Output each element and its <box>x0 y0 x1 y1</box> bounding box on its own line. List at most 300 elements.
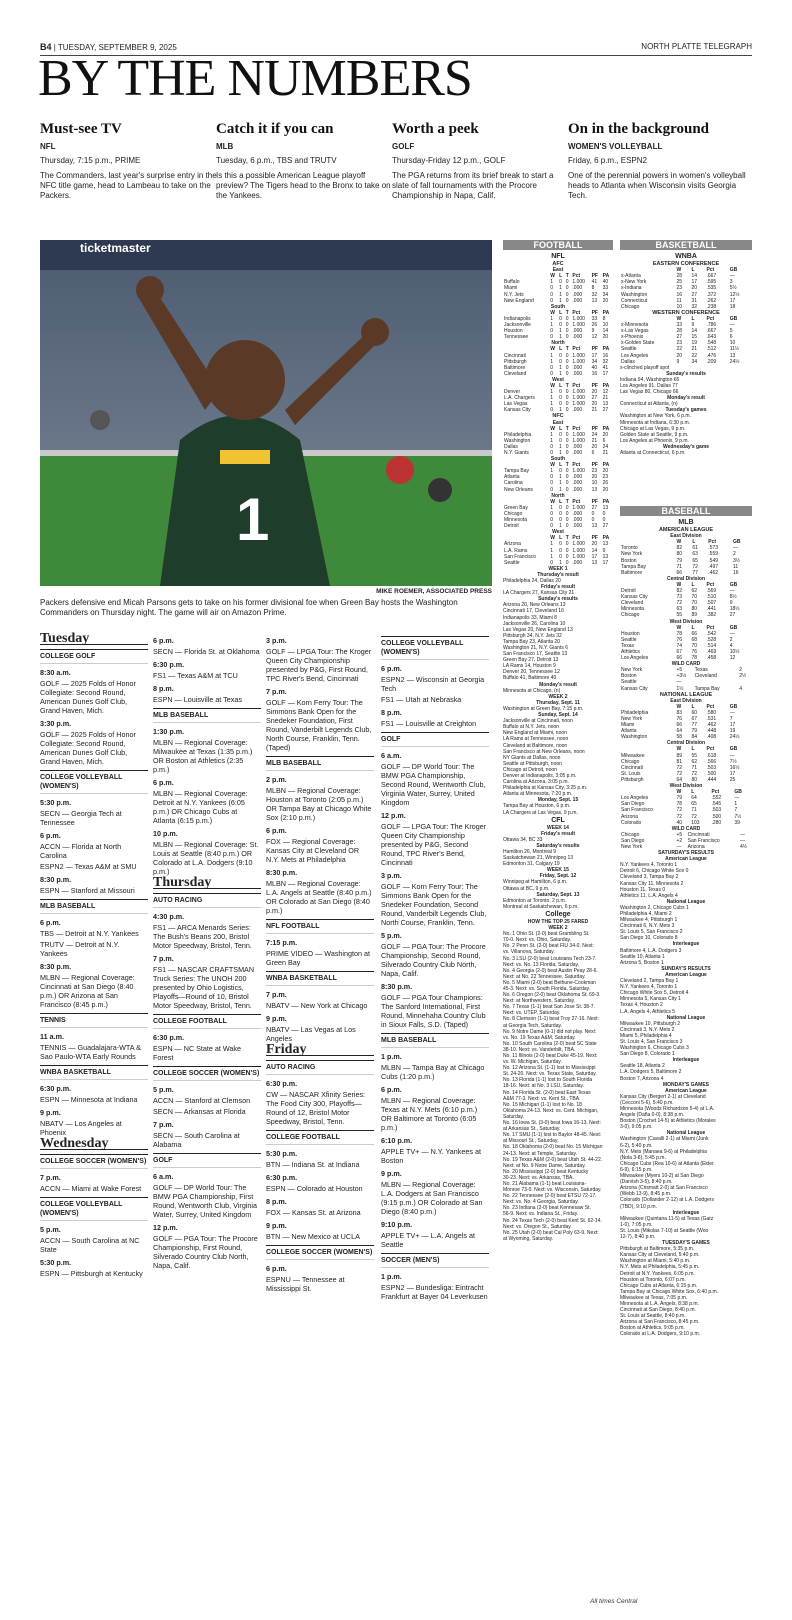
result-line: Edmonton 31, Calgary 19 <box>503 861 560 868</box>
time-slot: 10 p.m. <box>153 829 178 838</box>
category-heading: COLLEGE SOCCER (WOMEN'S) <box>266 1245 374 1260</box>
table-cell: +3½ <box>676 673 687 680</box>
listing: GOLF — Korn Ferry Tour: The Simmons Bank Open for the Snedeker Foundation, Second Round, Vanderbilt Legends Club, North Course, Franklin, Tenn. <box>381 882 487 927</box>
category-heading: MLB BASEBALL <box>266 756 374 771</box>
result-line: Arizona (Crismatt 2-0) at San Francisco <box>620 1185 708 1192</box>
result-line: St. 24-20. Next: vs. Texas State, Saturday. <box>503 1071 597 1078</box>
table-cell: 3½ <box>732 557 740 564</box>
table-cell: .000 <box>572 443 583 450</box>
table-cell: 1½ <box>676 685 684 692</box>
table-cell: Arizona <box>687 843 705 850</box>
table-cell: 0 <box>550 291 553 298</box>
table-cell: 68 <box>691 636 697 643</box>
result-line: No. 9 Notre Dame (0-1) did not play. Next: <box>503 1028 597 1035</box>
table-cell: 12 <box>729 655 736 662</box>
result-line: No. 3 LSU (2-0) beat Louisiana Tech 23-7. <box>503 955 597 962</box>
time-slot: 5:30 p.m. <box>40 1258 72 1267</box>
category-heading: COLLEGE VOLLEYBALL (WOMEN'S) <box>40 770 148 794</box>
result-line: No. 1 Ohio St. (2-0) beat Grambling St. <box>503 931 590 938</box>
table-cell: L <box>691 703 695 710</box>
table-cell: 1.000 <box>572 352 585 359</box>
table-cell: 16 <box>591 370 598 377</box>
listing: NBATV — Los Angeles at Phoenix <box>40 1119 122 1137</box>
table-cell: 4 <box>729 642 733 649</box>
listing: ESPN2 — Bundesliga: Eintracht Frankfurt at Bayer 04 Leverkusen <box>381 1283 488 1301</box>
table-cell: 11½ <box>729 346 740 353</box>
table-cell: 1 <box>559 407 562 414</box>
table-cell: 0 <box>565 407 569 414</box>
table-cell: Baltimore <box>504 364 526 371</box>
result-line: Seattle at Pittsburgh, noon <box>503 760 562 767</box>
table-cell: — <box>676 843 682 850</box>
table-cell: 0 <box>550 480 553 487</box>
result-line: Minnesota at L.A. Angels, 8:38 p.m. <box>620 1301 699 1307</box>
table-cell: 7 <box>729 716 733 722</box>
table-cell: GB <box>732 539 741 546</box>
table-cell: 0 <box>559 437 562 444</box>
division-heading: WILD CARD <box>671 661 701 668</box>
table-cell: 17 <box>729 722 736 729</box>
table-cell: 0 <box>565 504 569 511</box>
table-cell: 17 <box>591 553 598 560</box>
table-cell: N.Y. Jets <box>504 291 524 298</box>
jersey-number: 1 <box>236 486 270 553</box>
photo-credit: MIKE ROEMER, ASSOCIATED PRESS <box>376 588 492 595</box>
listing: GOLF — DP World Tour: The BMW PGA Championship, Second Round, Wentworth Club, Virginia Water, Surrey, United Kingdom <box>381 762 486 807</box>
result-line: Washington at Green Bay, 7:15 p.m. <box>503 705 584 712</box>
league-heading: NFL <box>551 253 565 261</box>
result-line: Jacksonville at Cincinnati, noon <box>503 718 573 725</box>
time-slot: 6 p.m. <box>153 778 174 787</box>
listing: MLBN — Regional Coverage: Detroit at N.Y. Yankees (6:05 p.m.) OR Chicago Cubs at Atlanta (6:15 p.m.) <box>153 789 248 825</box>
table-cell: 78 <box>676 801 682 808</box>
table-cell: 1 <box>559 297 562 304</box>
table-cell: 27 <box>591 395 598 402</box>
listing: GOLF — DP World Tour: The BMW PGA Championship, First Round, Wentworth Club, Virginia Water, Surrey, United Kingdom <box>153 1183 258 1219</box>
subheading: Interleague <box>672 941 700 948</box>
result-line: Cleveland 2, Tampa Bay 1 <box>620 978 679 985</box>
table-cell: 20 <box>602 334 609 341</box>
result-line: Chicago Cubs at Atlanta, 6:15 p.m. <box>620 1282 698 1289</box>
listing: GOLF — Korn Ferry Tour: The Simmons Bank Open for the Snedeker Foundation, First Round, Vanderbilt Legends Club, North Course, Franklin, Tenn. (Taped) <box>266 698 372 752</box>
section-banner: BASKETBALL <box>620 240 752 250</box>
table-cell: 17 <box>729 770 736 777</box>
listing: FOX — Kansas St. at Arizona <box>266 1208 361 1217</box>
table-cell: 71 <box>691 764 697 771</box>
standings-table <box>503 346 613 376</box>
table-cell: 17 <box>691 279 697 286</box>
table-cell: 0 <box>550 510 553 517</box>
table-cell: .000 <box>572 486 583 493</box>
table-cell: 1 <box>550 401 553 408</box>
time-slot: 8:30 p.m. <box>381 982 413 991</box>
table-cell: 72 <box>692 563 698 570</box>
table-cell: Pct <box>706 315 715 322</box>
preview-time: Thursday, 7:15 p.m., PRIME <box>40 156 141 165</box>
table-cell: Arizona <box>621 813 638 820</box>
time-slot: 5 p.m. <box>40 1225 61 1234</box>
table-cell: 0 <box>602 517 606 524</box>
listing: ESPN — Stanford at Missouri <box>40 886 135 895</box>
table-cell: L <box>691 581 695 588</box>
table-cell: 1.000 <box>572 437 585 444</box>
time-slot: 6 p.m. <box>266 1264 287 1273</box>
table-cell: 0 <box>565 291 569 298</box>
table-cell: Los Angeles <box>621 795 649 802</box>
table-cell: 79 <box>676 557 682 564</box>
table-cell: Carolina <box>504 480 523 487</box>
table-cell: 0 <box>591 517 595 524</box>
table-cell: Cleveland <box>694 673 717 680</box>
subheading: SUNDAY'S RESULTS <box>661 965 711 972</box>
table-cell: 55 <box>676 612 682 619</box>
table-cell: 61 <box>692 545 698 552</box>
table-cell: Pct <box>706 703 715 710</box>
standings-table <box>620 539 752 576</box>
table-cell: W <box>676 703 682 710</box>
result-line: Colorado (Dollander 2-12) at L.A. Dodgers <box>620 1197 714 1204</box>
table-cell: 1 <box>559 559 562 566</box>
time-slot: 1 p.m. <box>381 1052 402 1061</box>
table-cell: 0 <box>550 486 553 493</box>
table-cell: Seattle <box>621 346 637 353</box>
listing: TRUTV — Detroit at N.Y. Yankees <box>40 940 120 958</box>
table-cell: .000 <box>572 559 583 566</box>
table-cell: 1.000 <box>572 401 585 408</box>
category-heading: COLLEGE VOLLEYBALL (WOMEN'S) <box>40 1197 148 1221</box>
table-cell: PA <box>602 498 610 505</box>
standings-table <box>620 667 752 691</box>
table-cell: 89 <box>676 752 682 759</box>
table-cell: 27 <box>602 407 609 414</box>
table-cell: .531 <box>706 716 717 722</box>
table-cell: 2 <box>729 636 733 643</box>
listing: MLBN — Regional Coverage: St. Louis at Seattle (8:40 p.m.) OR Colorado at L.A. Dodgers (9:10 p.m.) <box>153 840 259 876</box>
time-slot: 9 p.m. <box>266 1221 287 1230</box>
table-cell: Colorado <box>621 819 642 826</box>
table-cell: — <box>729 752 735 759</box>
table-cell: 1 <box>559 334 562 341</box>
result-line: Montreal at Saskatchewan, 6 p.m. <box>503 903 579 910</box>
listing: ACCN — Stanford at Clemson <box>153 1096 251 1105</box>
table-cell: 0 <box>559 352 562 359</box>
table-cell: 82 <box>676 545 682 552</box>
table-cell: 72 <box>691 770 697 777</box>
result-line: Connecticut at Atlanta, (n) <box>620 401 678 408</box>
football-player-image <box>40 240 492 586</box>
table-cell: Houston <box>504 328 523 335</box>
table-cell: 64 <box>676 776 682 783</box>
table-cell: 84 <box>691 734 697 741</box>
subheading: American League <box>665 971 707 978</box>
table-cell: L <box>691 746 695 753</box>
table-cell: — <box>729 630 735 637</box>
table-cell: N.Y. Giants <box>504 450 529 456</box>
table-cell: 63 <box>676 606 682 613</box>
result-line: Jacksonville 26, Carolina 10 <box>503 620 566 627</box>
preview-sport: GOLF <box>392 142 415 151</box>
table-cell: W <box>550 498 555 505</box>
table-cell: .643 <box>706 334 717 341</box>
table-cell: 1 <box>559 450 562 456</box>
table-cell: 1 <box>550 279 553 286</box>
table-cell: 0 <box>565 389 569 396</box>
preview-time: Thursday-Friday 12 p.m., GOLF <box>392 156 506 165</box>
table-cell: Seattle <box>621 679 637 686</box>
table-cell: 1 <box>559 443 562 450</box>
table-cell: 0 <box>559 431 562 438</box>
result-line: Tampa Bay 23, Atlanta 20 <box>503 638 560 645</box>
table-cell: 19 <box>729 728 736 735</box>
table-cell: 0 <box>591 510 595 517</box>
table-cell: 21 <box>591 437 598 444</box>
table-cell: .262 <box>706 297 717 304</box>
result-line: Denver 20, Tennessee 12 <box>503 669 560 676</box>
table-cell: 0 <box>565 364 569 371</box>
table-cell: .507 <box>706 600 717 607</box>
result-line: vs. No. 19 Texas A&M, Saturday. <box>503 1034 576 1041</box>
table-cell: T <box>565 462 569 469</box>
table-cell: Pct <box>706 267 715 274</box>
result-line: Tampa Bay at Houston, 6 p.m. <box>503 803 571 810</box>
table-cell: +5 <box>676 831 683 838</box>
time-slot: 7 p.m. <box>266 990 287 999</box>
table-cell: Tampa Bay <box>621 563 647 570</box>
listing: GOLF — PGA Tour: The Procore Championship, First Round, Silverado Country Club North, Napa, Calif. <box>153 1234 258 1270</box>
table-cell: .552 <box>711 795 722 802</box>
table-cell: 9 <box>676 358 680 365</box>
table-cell: .382 <box>706 612 717 619</box>
result-line: Milwaukee (Quintana 11-5) at Texas (Gatz <box>620 1215 714 1222</box>
table-cell: x-Las Vegas <box>621 328 649 335</box>
table-cell: 62 <box>691 588 697 595</box>
table-cell: 1 <box>559 328 562 335</box>
table-cell: 11 <box>732 563 739 570</box>
table-cell: .462 <box>708 569 719 576</box>
table-cell: 9 <box>602 547 606 554</box>
table-cell: .000 <box>572 517 583 524</box>
table-cell: 34 <box>591 358 598 365</box>
preview-title: Must-see TV <box>40 121 122 137</box>
table-cell: 23 <box>602 474 609 481</box>
result-line: Indiana 94, Washington 65 <box>620 376 680 383</box>
table-cell: New York <box>621 843 643 850</box>
table-cell: 1 <box>550 541 553 548</box>
table-cell: 63 <box>692 551 698 558</box>
result-line: Indianapolis 33, Miami 8 <box>503 614 557 621</box>
conference-heading: NFC <box>552 413 564 420</box>
table-cell: .448 <box>706 728 717 735</box>
table-cell: 0 <box>565 510 569 517</box>
table-cell: 24½ <box>729 734 740 741</box>
time-slot: 8 p.m. <box>381 708 402 717</box>
result-line: 24-13. Next: at Temple, Saturday. <box>503 1150 578 1157</box>
table-cell: 14 <box>691 273 697 280</box>
listing: FS1 — ARCA Menards Series: The Bush's Beans 200, Bristol Motor Speedway, Bristol, Tenn. <box>153 923 252 950</box>
time-slot: 1:30 p.m. <box>153 727 185 736</box>
table-cell: 0 <box>565 523 569 530</box>
table-cell: 0 <box>602 510 606 517</box>
result-line: No. 6 Oregon (2-0) beat Oklahoma St. 69-3. <box>503 992 601 999</box>
time-slot: 7:15 p.m. <box>266 938 298 947</box>
time-slot: 7 p.m. <box>153 954 174 963</box>
listing: MLBN — Tampa Bay at Chicago Cubs (1:20 p.m.) <box>381 1063 485 1081</box>
table-cell: Boston <box>621 673 637 680</box>
table-cell: L <box>691 624 695 631</box>
table-cell: 0 <box>565 450 569 456</box>
table-cell: 32 <box>591 291 598 298</box>
table-cell: 1 <box>559 523 562 530</box>
table-cell: 23 <box>591 468 598 475</box>
table-cell: Cincinnati <box>621 764 643 771</box>
result-line: Pittsburgh 34, N.Y. Jets 32 <box>503 632 562 639</box>
table-cell: .786 <box>706 322 717 329</box>
table-cell: x-Indiana <box>621 285 642 292</box>
category-heading: TENNIS <box>40 1013 148 1028</box>
table-cell: Kansas City <box>621 685 648 692</box>
listing: ESPN — Louisville at Texas <box>153 695 242 704</box>
result-line: N.Y. Mets at Philadelphia, 5:45 p.m. <box>620 1264 700 1271</box>
table-cell: 64 <box>691 795 697 802</box>
listing: NBATV — Las Vegas at Los Angeles <box>266 1025 356 1043</box>
result-line: 6-2), 5:40 p.m. <box>620 1142 653 1149</box>
table-cell: 77 <box>691 722 697 729</box>
result-line: No. 7 Texas (1-1) beat San Jose St. 38-7. <box>503 1004 595 1011</box>
subheading: Interleague <box>672 1209 700 1216</box>
league-heading: MLB <box>678 519 694 527</box>
listing: ESPN2 — Wisconsin at Georgia Tech <box>381 675 485 693</box>
time-slot: 5 p.m. <box>381 931 402 940</box>
table-cell: L <box>691 267 695 274</box>
table-cell: 0 <box>559 322 562 329</box>
table-cell: 58 <box>676 734 682 741</box>
time-slot: 7 p.m. <box>153 1120 174 1129</box>
table-cell: 80 <box>691 606 697 613</box>
table-cell: 18½ <box>729 606 740 613</box>
table-cell: — <box>739 837 745 844</box>
table-cell: W <box>550 425 555 432</box>
result-line: No. 10 South Carolina (2-0) beat SC State <box>503 1040 597 1047</box>
table-cell: 31 <box>691 297 697 304</box>
category-heading: WNBA BASKETBALL <box>266 971 374 986</box>
table-cell: 27 <box>676 334 682 341</box>
listing: ACCN — Florida at North Carolina <box>40 842 122 860</box>
table-cell: 60 <box>691 709 697 716</box>
subheading: Interleague <box>672 1057 700 1064</box>
table-cell: Pct <box>572 382 581 389</box>
result-line: Milwaukee 4, Pittsburgh 1 <box>620 917 678 924</box>
table-cell: PF <box>591 273 598 280</box>
page-date: TUESDAY, SEPTEMBER 9, 2025 <box>57 43 177 52</box>
listing: BTN — New Mexico at UCLA <box>266 1232 360 1241</box>
result-line: LA Chargers at Las Vegas, 9 p.m. <box>503 809 578 816</box>
result-line: (Nola 3-8), 5:45 p.m. <box>620 1154 666 1161</box>
table-cell: 8 <box>602 315 606 322</box>
table-cell: 10½ <box>729 648 740 655</box>
day-heading: Friday <box>266 1045 374 1056</box>
table-cell: 0 <box>565 559 569 566</box>
listing: BTN — Indiana St. at Indiana <box>266 1160 360 1169</box>
result-line: No. 20 Mississippi (2-0) beat Kentucky <box>503 1168 589 1175</box>
table-cell: Pct <box>711 789 720 796</box>
table-cell: 70 <box>691 600 697 607</box>
table-cell: .618 <box>706 752 717 759</box>
table-cell: x-Golden State <box>621 340 655 347</box>
category-heading: COLLEGE FOOTBALL <box>266 1130 374 1145</box>
subheading: SATURDAY'S RESULTS <box>658 850 714 857</box>
category-heading: SOCCER (MEN'S) <box>381 1253 489 1268</box>
table-cell: 14 <box>691 328 697 335</box>
result-line: Angels (Daña 0-0), 8:38 p.m. <box>620 1112 685 1119</box>
table-cell: 23 <box>676 285 682 292</box>
result-line: St. Louis (Mikolas 7-10) at Seattle (Woo <box>620 1227 709 1234</box>
time-slot: 6 p.m. <box>381 664 402 673</box>
time-slot: 4:30 p.m. <box>153 912 185 921</box>
result-line: Hamilton 26, Montreal 9 <box>503 849 557 855</box>
listing: MLBN — Regional Coverage: Texas at N.Y. Mets (6:10 p.m.) OR Baltimore at Toronto (6:05 p.m.) <box>381 1096 478 1132</box>
table-cell: 16 <box>676 291 682 298</box>
table-cell: PA <box>602 535 610 542</box>
table-cell: 13 <box>591 297 598 304</box>
table-cell: GB <box>729 267 738 274</box>
table-cell: 10 <box>591 480 598 487</box>
table-cell: 0 <box>565 517 569 524</box>
table-cell: 14 <box>602 328 609 335</box>
table-cell: Los Angeles <box>621 655 649 662</box>
table-cell: .000 <box>572 297 583 304</box>
table-cell: 1.000 <box>572 315 585 322</box>
result-line: at Arkansas St., Saturday. <box>503 1126 561 1133</box>
result-line: Green Bay 27, Detroit 13 <box>503 657 559 664</box>
table-cell: 20 <box>591 389 598 396</box>
division-heading: West Division <box>669 783 703 790</box>
table-cell: 8½ <box>729 594 737 601</box>
table-cell: Tampa Bay <box>504 468 530 475</box>
result-line: Ottawa at BC, 9 p.m. <box>503 885 550 892</box>
table-cell: 0 <box>550 523 553 530</box>
division-heading: East <box>552 267 564 274</box>
table-cell: L.A. Chargers <box>504 395 535 402</box>
table-cell: 1.000 <box>572 553 585 560</box>
listing: ACCN — South Carolina at NC State <box>40 1236 140 1254</box>
table-cell: Boston <box>621 557 637 564</box>
table-cell: Chicago <box>621 612 640 619</box>
table-cell: 20 <box>591 401 598 408</box>
result-line: Tampa Bay at Chicago White Sox, 6:40 p.m. <box>620 1288 719 1295</box>
table-cell: 0 <box>559 517 562 524</box>
table-cell: 71 <box>676 563 682 570</box>
listing: PRIME VIDEO — Washington at Green Bay <box>266 949 370 967</box>
time-slot: 6:30 p.m. <box>266 1079 298 1088</box>
preview-sport: NFL <box>40 142 56 151</box>
result-line: Kansas City at Cleveland, 5:40 p.m. <box>620 1252 700 1259</box>
result-line: Edmonton at Toronto, 2 p.m. <box>503 897 567 904</box>
result-line: Cincinnati 6, N.Y. Mets 3 <box>620 923 675 930</box>
result-line: x-clinched playoff spot <box>620 364 670 371</box>
table-cell: 1.000 <box>572 395 585 402</box>
table-cell: 80 <box>691 776 697 783</box>
table-cell: 74 <box>676 642 682 649</box>
time-slot: 6 p.m. <box>266 826 287 835</box>
table-cell: .503 <box>711 807 722 814</box>
table-cell: 20 <box>591 443 598 450</box>
result-line: No. 19 Texas A&M (2-0) beat Utah St. 44-22. <box>503 1156 603 1163</box>
table-cell: Minnesota <box>504 517 528 524</box>
table-cell: 1.000 <box>572 322 585 329</box>
table-cell: 9 <box>729 600 733 607</box>
table-cell: 11 <box>676 297 682 304</box>
table-cell: Milwaukee <box>621 752 645 759</box>
